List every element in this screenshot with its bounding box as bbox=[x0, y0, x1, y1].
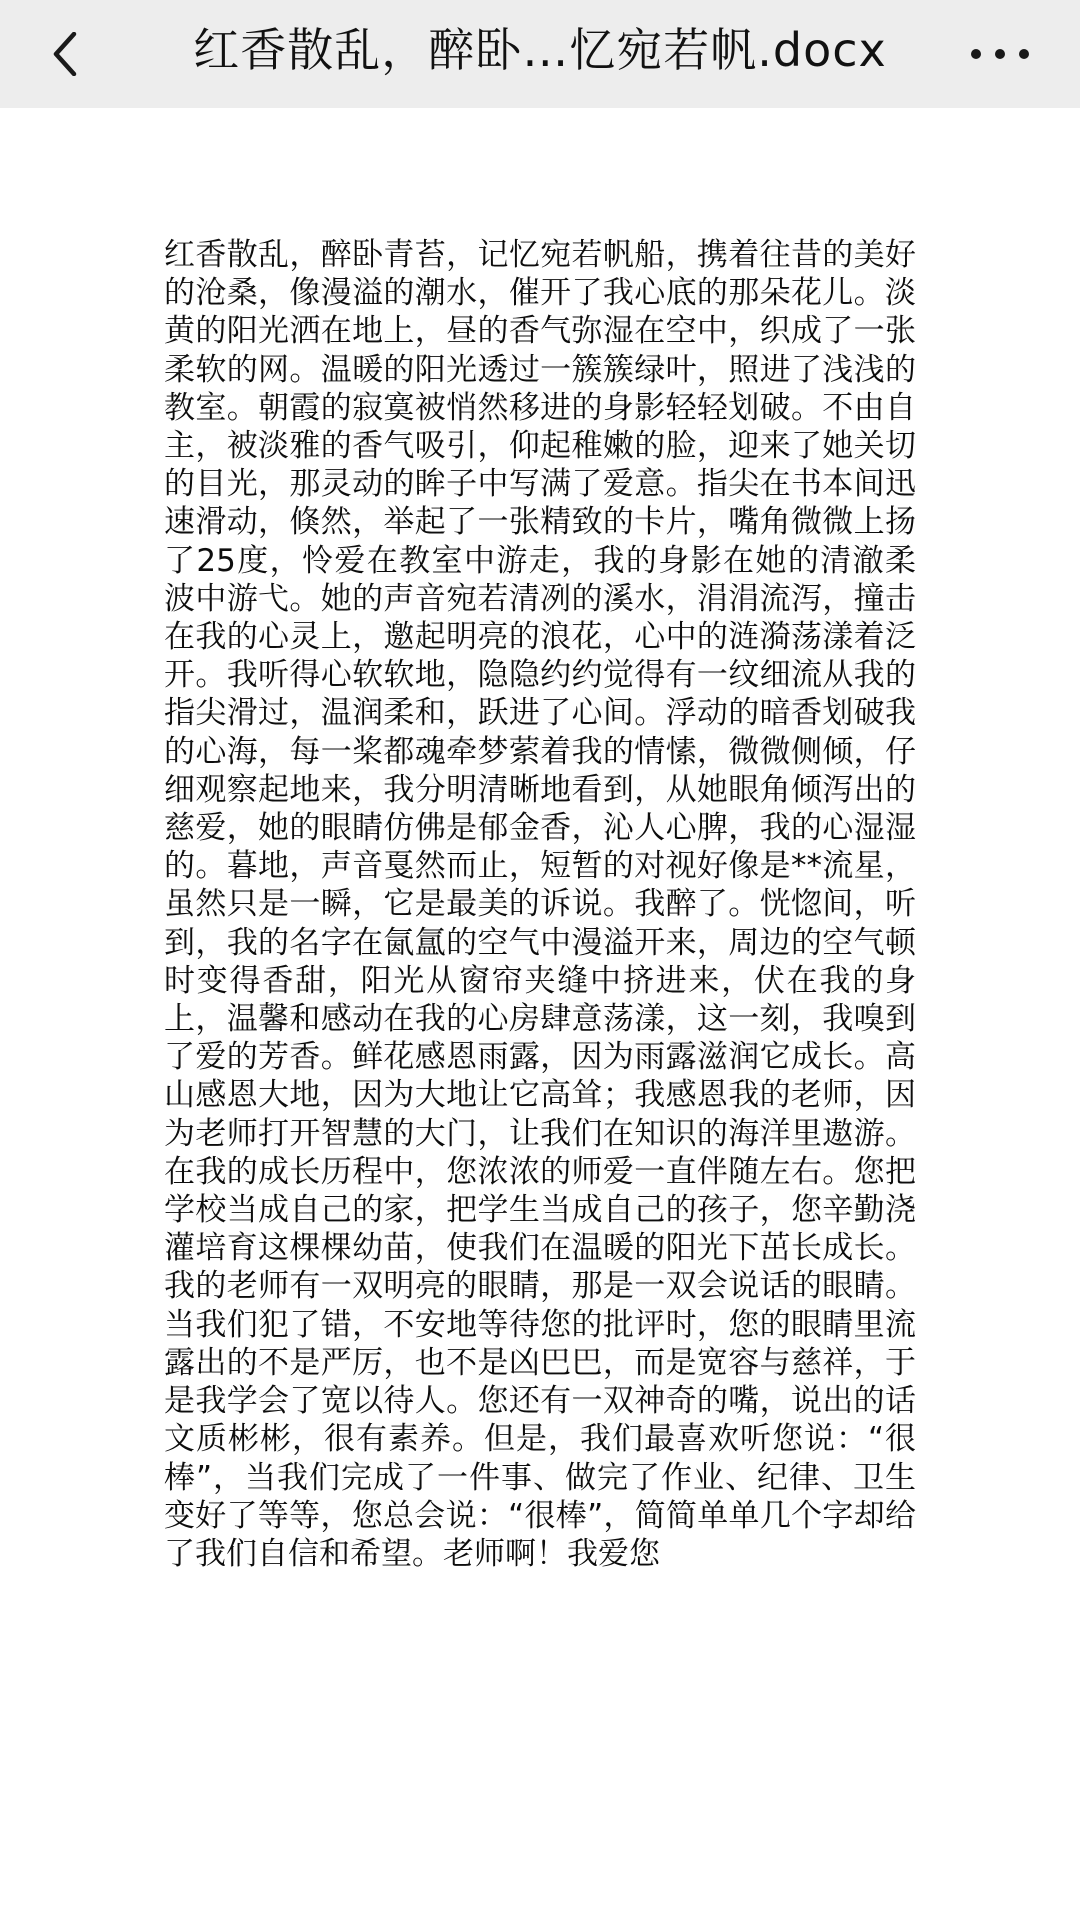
document-viewer[interactable] bbox=[0, 108, 1080, 1920]
chevron-left-icon bbox=[44, 32, 88, 76]
more-options-button[interactable] bbox=[950, 18, 1050, 90]
document-title: 红香散乱，醉卧…忆宛若帆.docx bbox=[193, 23, 887, 77]
navigation-bar bbox=[0, 0, 1080, 108]
back-button[interactable] bbox=[30, 18, 102, 90]
ellipsis-horizontal-icon bbox=[968, 44, 1032, 64]
document-body-text: 红香散乱，醉卧青苔，记忆宛若帆船，携着往昔的美好的沧桑，像漫溢的潮水，催开了我心底的那朵花儿。淡黄的阳光洒在地上，昼的香气弥湿在空中，织成了一张柔软的网。温暖的阳光透过一簇簇绿叶，照进了浅浅的教室。朝霞的寂寞被悄然移进的身影轻轻划破。不由自主，被淡雅的香气吸引，仰起稚嫩的脸，迎来了她关切的目光，那灵动的眸子中写满了爱意。指尖在书本间迅速滑动，倏然，举起了一张精致的卡片，嘴角微微上扬了25度，怜爱在教室中游走，我的身影在她的清澈柔波中游弋。她的声音宛若清冽的溪水，涓涓流泻，撞击在我的心灵上，邀起明亮的浪花，心中的涟漪荡漾着泛开。我听得心软软地，隐隐约约觉得有一纹细流从我的指尖滑过，温润柔和，跃进了心间。浮动的暗香划破我的心海，每一桨都魂牵梦萦着我的情愫，微微侧倾，仔细观察起地来，我分明清晰地看到，从她眼角倾泻出的慈爱，她的眼睛仿佛是郁金香，沁人心脾，我的心湿湿的。暮地，声音戛然而止，短暂的对视好像是**流星，虽然只是一瞬，它是最美的诉说。我醉了。恍惚间，听到，我的名字在氤氲的空气中漫溢开来，周边的空气顿时变得香甜，阳光从窗帘夹缝中挤进来，伏在我的身上，温馨和感动在我的心房肆意荡漾，这一刻，我嗅到了爱的芳香。鲜花感恩雨露，因为雨露滋润它成长。高山感恩大地，因为大地让它高耸；我感恩我的老师，因为老师打开智慧的大门，让我们在知识的海洋里遨游。在我的成长历程中，您浓浓的师爱一直伴随左右。您把学校当成自己的家，把学生当成自己的孩子，您辛勤浇灌培育这棵棵幼苗，使我们在温暖的阳光下茁长成长。我的老师有一双明亮的眼睛，那是一双会说话的眼睛。当我们犯了错，不安地等待您的批评时，您的眼睛里流露出的不是严厉，也不是凶巴巴，而是宽容与慈祥，于是我学会了宽以待人。您还有一双神奇的嘴，说出的话文质彬彬，很有素养。但是，我们最喜欢听您说：“很棒”，当我们完成了一件事、做完了作业、纪律、卫生变好了等等，您总会说：“很棒”，简简单单几个字却给了我们自信和希望。老师啊！我爱您 bbox=[164, 237, 916, 1572]
